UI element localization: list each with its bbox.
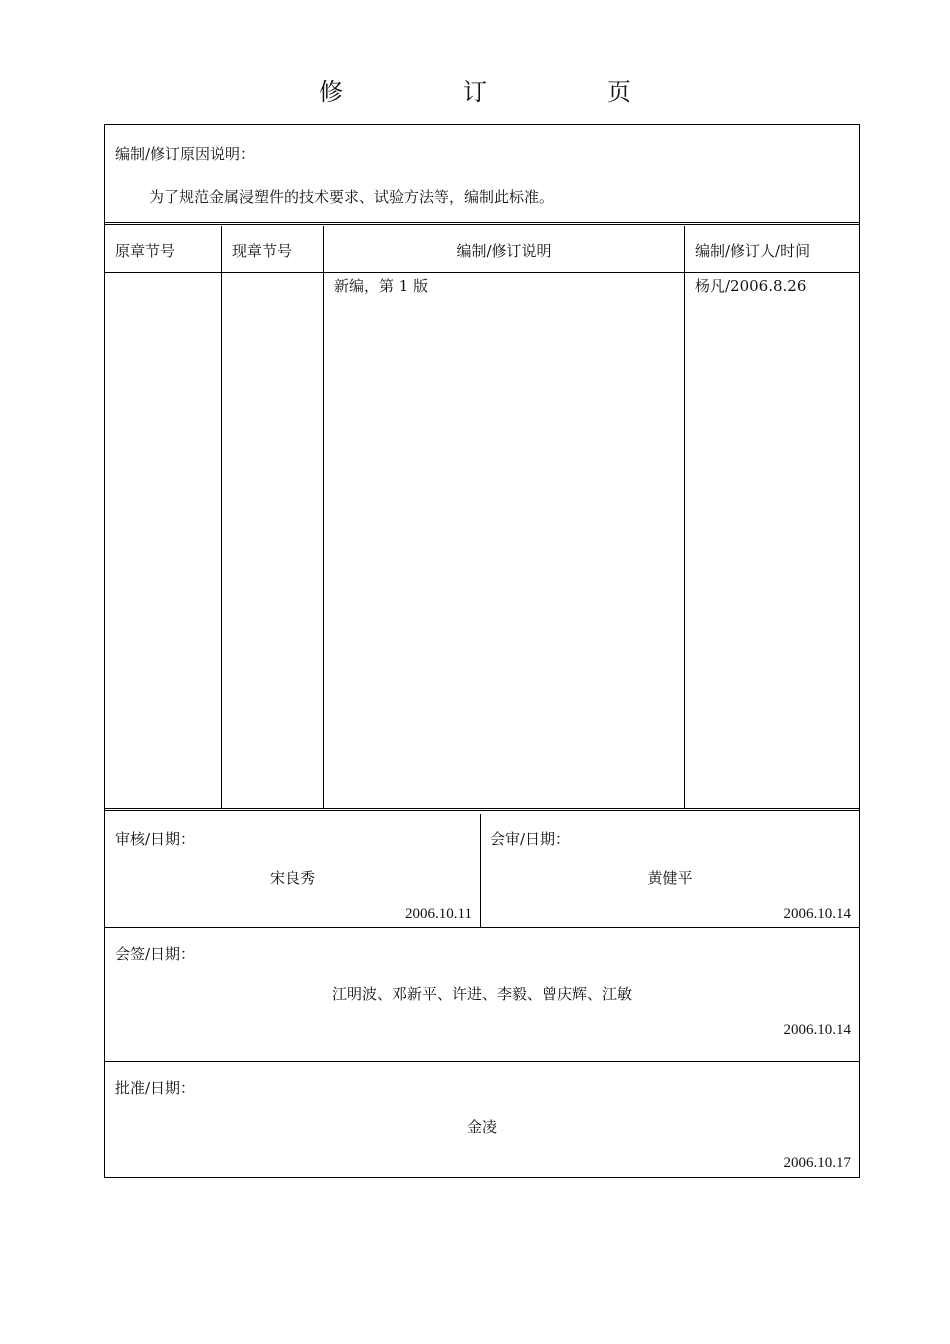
page-title: 修 订 页 [319, 78, 679, 106]
joint-review-name: 黄健平 [647, 869, 693, 887]
joint-review-box [481, 814, 859, 927]
header-original-section: 原章节号 [115, 242, 176, 260]
countersign-label: 会签/日期： [115, 945, 196, 963]
approval-section [105, 1062, 859, 1177]
cell-author-time: 杨凡/2006.8.26 [695, 277, 807, 295]
column-original-section [105, 226, 222, 808]
joint-review-label: 会审/日期： [490, 830, 571, 848]
countersign-section [105, 928, 859, 1062]
countersign-names: 江明波、邓新平、许进、李毅、曾庆辉、江敏 [331, 985, 632, 1003]
header-description: 编制/修订说明 [456, 242, 552, 260]
column-current-section [222, 226, 324, 808]
revision-sheet [104, 124, 860, 1178]
reason-text: 为了规范金属浸塑件的技术要求、试验方法等，编制此标准。 [149, 188, 555, 206]
column-author-time [685, 226, 859, 808]
review-label: 审核/日期： [115, 830, 196, 848]
approval-label: 批准/日期： [115, 1079, 196, 1097]
joint-review-date: 2006.10.14 [783, 906, 851, 922]
review-date: 2006.10.11 [405, 906, 472, 922]
approval-name: 金凌 [466, 1118, 497, 1136]
approval-date: 2006.10.17 [783, 1155, 851, 1171]
column-description [324, 226, 685, 808]
header-author-time: 编制/修订人/时间 [695, 242, 811, 260]
review-section [105, 814, 859, 928]
reason-section [105, 125, 859, 225]
revision-table [105, 226, 859, 811]
header-current-section: 现章节号 [232, 242, 293, 260]
review-name: 宋良秀 [269, 869, 315, 887]
reason-label: 编制/修订原因说明： [115, 145, 256, 163]
review-box [105, 814, 481, 927]
cell-description: 新编，第 1 版 [334, 277, 429, 295]
countersign-date: 2006.10.14 [783, 1022, 851, 1038]
